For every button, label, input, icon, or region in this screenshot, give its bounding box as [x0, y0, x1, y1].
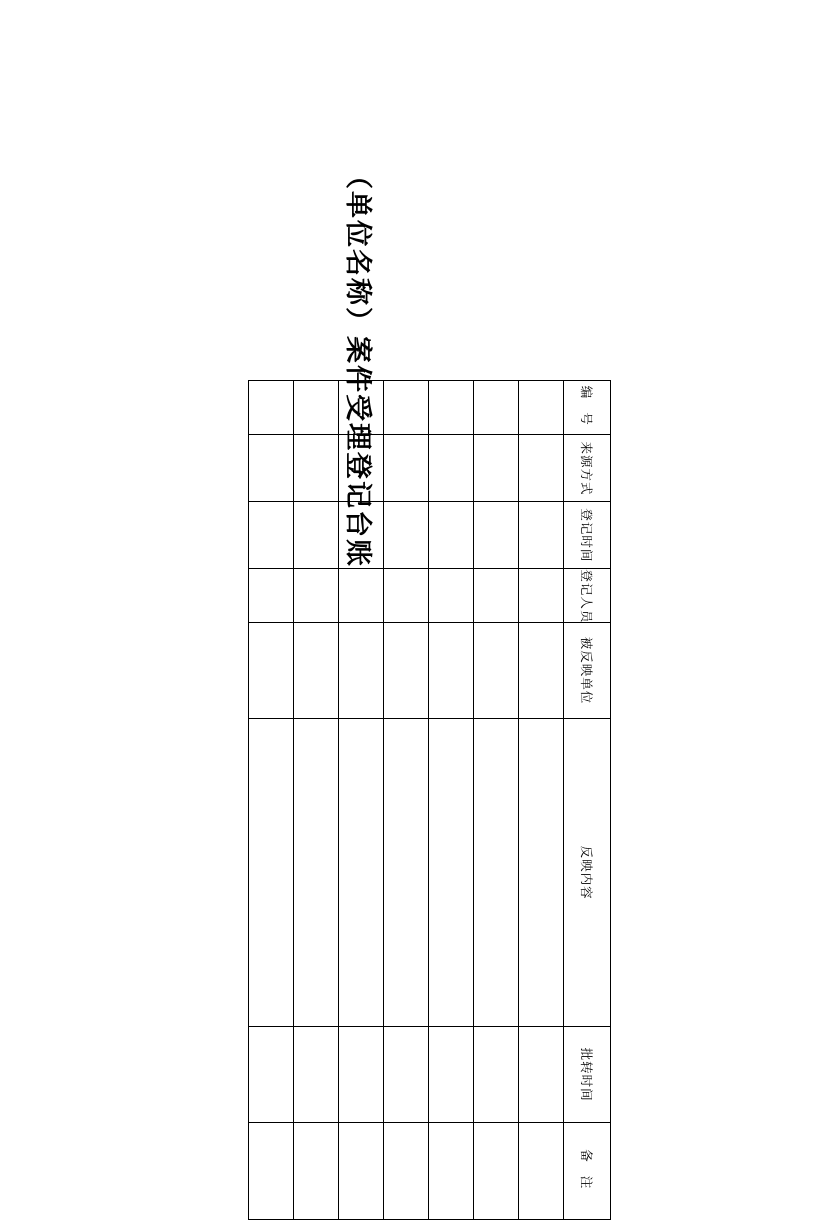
cell-report-content[interactable]: [384, 719, 429, 1027]
table-row: [474, 381, 519, 1220]
cell-reported-unit[interactable]: [339, 622, 384, 719]
column-header-reported-unit: [564, 622, 611, 719]
cell-reported-unit[interactable]: [474, 622, 519, 719]
cell-no[interactable]: [339, 381, 384, 435]
cell-registration-time[interactable]: [384, 502, 429, 569]
cell-report-content[interactable]: [519, 719, 564, 1027]
cell-source[interactable]: [294, 435, 339, 502]
cell-no[interactable]: [429, 381, 474, 435]
cell-transfer-time[interactable]: [249, 1026, 294, 1123]
cell-registration-time[interactable]: [474, 502, 519, 569]
table-row: [339, 381, 384, 1220]
column-header-source-label: 来源方式: [579, 441, 594, 496]
column-header-registrar-label: 登记人员: [579, 569, 594, 624]
cell-source[interactable]: [429, 435, 474, 502]
cell-registrar[interactable]: [474, 569, 519, 622]
cell-registrar[interactable]: [384, 569, 429, 622]
table-row: [429, 381, 474, 1220]
cell-remark[interactable]: [429, 1123, 474, 1220]
cell-report-content[interactable]: [429, 719, 474, 1027]
cell-report-content[interactable]: [339, 719, 384, 1027]
table-row: [519, 381, 564, 1220]
column-header-registrar: [564, 569, 611, 622]
table-body: [249, 381, 564, 1220]
column-header-remark-label: 备 注: [579, 1149, 594, 1194]
ledger-table-container: [211, 380, 611, 1220]
cell-no[interactable]: [249, 381, 294, 435]
cell-transfer-time[interactable]: [429, 1026, 474, 1123]
cell-source[interactable]: [519, 435, 564, 502]
cell-report-content[interactable]: [249, 719, 294, 1027]
cell-reported-unit[interactable]: [249, 622, 294, 719]
cell-registration-time[interactable]: [249, 502, 294, 569]
cell-source[interactable]: [474, 435, 519, 502]
cell-source[interactable]: [384, 435, 429, 502]
cell-remark[interactable]: [519, 1123, 564, 1220]
cell-registrar[interactable]: [519, 569, 564, 622]
column-header-remark: [564, 1123, 611, 1220]
cell-registration-time[interactable]: [519, 502, 564, 569]
cell-registrar[interactable]: [249, 569, 294, 622]
cell-registration-time[interactable]: [429, 502, 474, 569]
cell-remark[interactable]: [384, 1123, 429, 1220]
column-header-no: [564, 381, 611, 435]
cell-registration-time[interactable]: [294, 502, 339, 569]
column-header-registration-time-label: 登记时间: [579, 508, 594, 563]
cell-registrar[interactable]: [294, 569, 339, 622]
cell-registration-time[interactable]: [339, 502, 384, 569]
cell-report-content[interactable]: [474, 719, 519, 1027]
cell-reported-unit[interactable]: [294, 622, 339, 719]
cell-reported-unit[interactable]: [429, 622, 474, 719]
column-header-transfer-time: [564, 1026, 611, 1123]
cell-transfer-time[interactable]: [474, 1026, 519, 1123]
cell-remark[interactable]: [294, 1123, 339, 1220]
column-header-report-content: [564, 719, 611, 1027]
cell-no[interactable]: [519, 381, 564, 435]
cell-report-content[interactable]: [294, 719, 339, 1027]
cell-no[interactable]: [294, 381, 339, 435]
cell-reported-unit[interactable]: [519, 622, 564, 719]
table-row: [384, 381, 429, 1220]
cell-remark[interactable]: [249, 1123, 294, 1220]
cell-no[interactable]: [474, 381, 519, 435]
cell-reported-unit[interactable]: [384, 622, 429, 719]
cell-transfer-time[interactable]: [294, 1026, 339, 1123]
cell-source[interactable]: [249, 435, 294, 502]
table-row: [249, 381, 294, 1220]
page-title: （单位名称）案件受理登记台账: [342, 162, 373, 568]
cell-transfer-time[interactable]: [339, 1026, 384, 1123]
cell-remark[interactable]: [339, 1123, 384, 1220]
column-header-registration-time: [564, 502, 611, 569]
cell-remark[interactable]: [474, 1123, 519, 1220]
cell-registrar[interactable]: [429, 569, 474, 622]
column-header-report-content-label: 反映内容: [579, 845, 594, 900]
table-row: [294, 381, 339, 1220]
column-header-transfer-time-label: 批转时间: [579, 1047, 594, 1102]
cell-registrar[interactable]: [339, 569, 384, 622]
cell-transfer-time[interactable]: [519, 1026, 564, 1123]
column-header-source: [564, 435, 611, 502]
case-registration-ledger-table: [248, 380, 611, 1220]
column-header-reported-unit-label: 被反映单位: [579, 636, 594, 705]
cell-transfer-time[interactable]: [384, 1026, 429, 1123]
cell-source[interactable]: [339, 435, 384, 502]
table-header: [564, 381, 611, 1220]
table-header-row: [564, 381, 611, 1220]
column-header-no-label: 编 号: [579, 385, 594, 430]
cell-no[interactable]: [384, 381, 429, 435]
